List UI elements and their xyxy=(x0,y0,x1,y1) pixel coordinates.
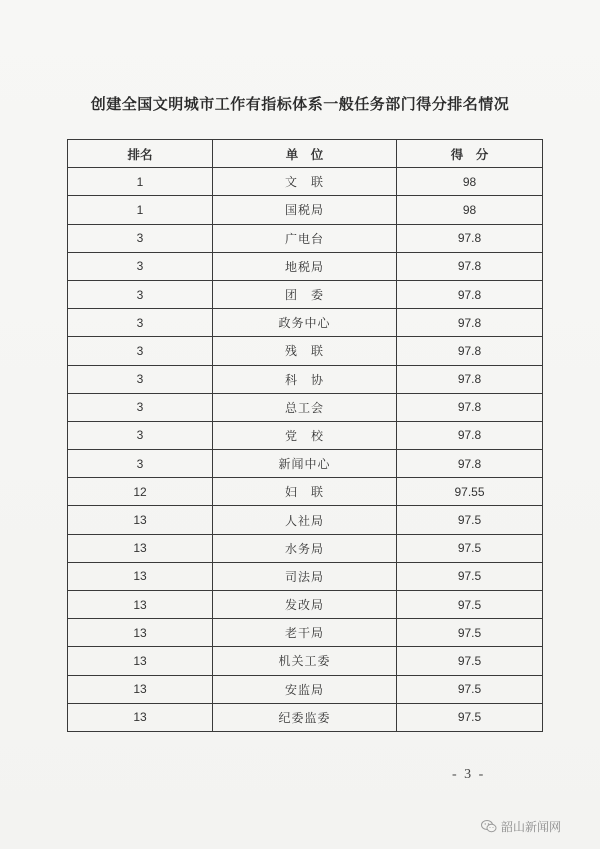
score-cell: 97.8 xyxy=(397,365,543,393)
rank-cell: 3 xyxy=(68,224,213,252)
rank-cell: 13 xyxy=(68,703,213,731)
table-row xyxy=(68,647,543,675)
rank-cell: 13 xyxy=(68,675,213,703)
unit-cell: 纪委监委 xyxy=(213,703,397,731)
score-cell: 97.5 xyxy=(397,562,543,590)
column-header-score: 得 分 xyxy=(397,140,543,168)
rank-cell: 3 xyxy=(68,450,213,478)
unit-cell: 地税局 xyxy=(213,252,397,280)
score-cell: 97.8 xyxy=(397,393,543,421)
score-cell: 98 xyxy=(397,168,543,196)
score-cell: 97.5 xyxy=(397,647,543,675)
watermark xyxy=(481,818,561,835)
unit-cell: 政务中心 xyxy=(213,309,397,337)
unit-cell: 文 联 xyxy=(213,168,397,196)
page-number: - 3 - xyxy=(452,767,486,782)
unit-cell: 老干局 xyxy=(213,619,397,647)
table-row xyxy=(68,534,543,562)
score-cell: 97.8 xyxy=(397,309,543,337)
table-row xyxy=(68,421,543,449)
rank-cell: 13 xyxy=(68,591,213,619)
rank-cell: 13 xyxy=(68,619,213,647)
unit-cell: 团 委 xyxy=(213,280,397,308)
table-row xyxy=(68,309,543,337)
score-cell: 97.8 xyxy=(397,450,543,478)
unit-cell: 人社局 xyxy=(213,506,397,534)
rank-cell: 3 xyxy=(68,393,213,421)
wechat-icon xyxy=(481,820,497,833)
unit-cell: 科 协 xyxy=(213,365,397,393)
score-cell: 97.5 xyxy=(397,506,543,534)
table-header-row xyxy=(68,140,543,168)
unit-cell: 机关工委 xyxy=(213,647,397,675)
table-row xyxy=(68,365,543,393)
rank-cell: 3 xyxy=(68,337,213,365)
table-row xyxy=(68,337,543,365)
column-header-unit: 单 位 xyxy=(213,140,397,168)
score-cell: 97.8 xyxy=(397,421,543,449)
table-row xyxy=(68,196,543,224)
score-cell: 97.5 xyxy=(397,619,543,647)
table-body xyxy=(68,168,543,732)
unit-cell: 国税局 xyxy=(213,196,397,224)
table-row xyxy=(68,450,543,478)
table-row xyxy=(68,562,543,590)
rank-cell: 13 xyxy=(68,506,213,534)
rank-cell: 13 xyxy=(68,647,213,675)
table-row xyxy=(68,224,543,252)
unit-cell: 妇 联 xyxy=(213,478,397,506)
rank-cell: 13 xyxy=(68,562,213,590)
score-cell: 97.8 xyxy=(397,280,543,308)
score-cell: 97.8 xyxy=(397,252,543,280)
table-row xyxy=(68,506,543,534)
unit-cell: 安监局 xyxy=(213,675,397,703)
rank-cell: 1 xyxy=(68,168,213,196)
score-cell: 98 xyxy=(397,196,543,224)
table-row xyxy=(68,168,543,196)
table-row xyxy=(68,591,543,619)
unit-cell: 总工会 xyxy=(213,393,397,421)
score-cell: 97.5 xyxy=(397,534,543,562)
ranking-table xyxy=(67,139,543,732)
rank-cell: 1 xyxy=(68,196,213,224)
table-row xyxy=(68,280,543,308)
score-cell: 97.8 xyxy=(397,224,543,252)
table-row xyxy=(68,252,543,280)
rank-cell: 3 xyxy=(68,421,213,449)
column-header-rank: 排名 xyxy=(68,140,213,168)
rank-cell: 3 xyxy=(68,309,213,337)
rank-cell: 3 xyxy=(68,365,213,393)
score-cell: 97.55 xyxy=(397,478,543,506)
rank-cell: 3 xyxy=(68,252,213,280)
unit-cell: 广电台 xyxy=(213,224,397,252)
table-row xyxy=(68,703,543,731)
unit-cell: 发改局 xyxy=(213,591,397,619)
score-cell: 97.5 xyxy=(397,591,543,619)
table-row xyxy=(68,675,543,703)
table-row xyxy=(68,393,543,421)
unit-cell: 水务局 xyxy=(213,534,397,562)
unit-cell: 党 校 xyxy=(213,421,397,449)
rank-cell: 12 xyxy=(68,478,213,506)
unit-cell: 新闻中心 xyxy=(213,450,397,478)
unit-cell: 司法局 xyxy=(213,562,397,590)
rank-cell: 13 xyxy=(68,534,213,562)
score-cell: 97.5 xyxy=(397,675,543,703)
document-title: 创建全国文明城市工作有指标体系一般任务部门得分排名情况 xyxy=(90,95,510,113)
watermark-text: 韶山新闻网 xyxy=(501,820,562,834)
unit-cell: 残 联 xyxy=(213,337,397,365)
rank-cell: 3 xyxy=(68,280,213,308)
score-cell: 97.8 xyxy=(397,337,543,365)
score-cell: 97.5 xyxy=(397,703,543,731)
table-row xyxy=(68,619,543,647)
table-row xyxy=(68,478,543,506)
